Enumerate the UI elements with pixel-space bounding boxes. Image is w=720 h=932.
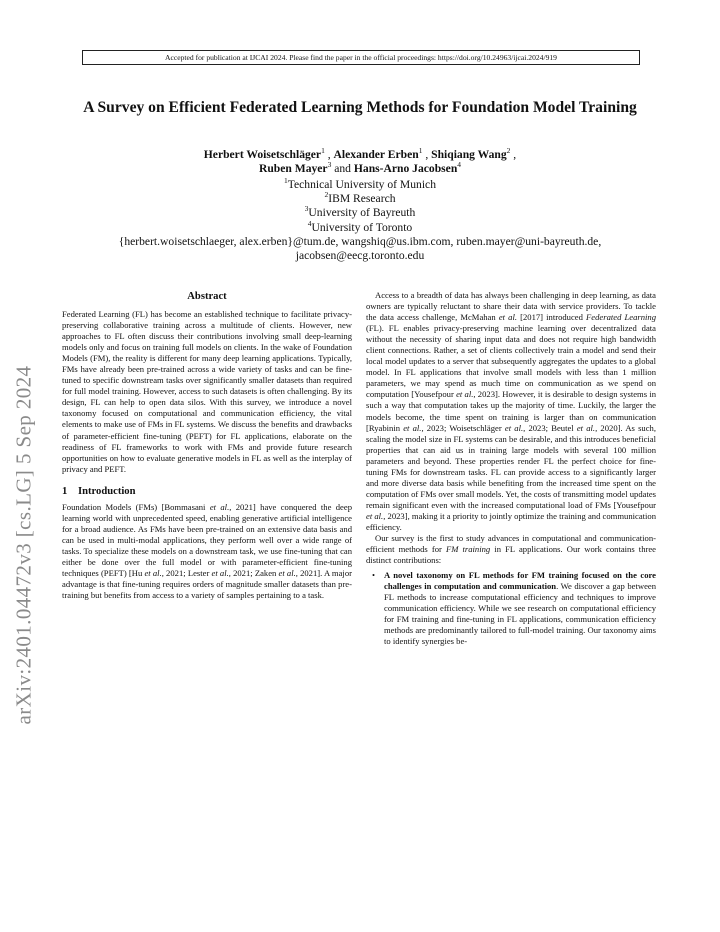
intro-paragraph-2: Access to a breadth of data has always been challenging in deep learning, as data owners are typically reluctant to share their data with service providers. To tackle the data access challenge, McMahan et al. [2017] introduced Federated Learning (FL). FL enables privacy-preserving machine learning over decentralized data without the necessity of sharing input data and does not require high bandwidth client connections. Rather, a set of clients collectively train a model and send their local model updates to a server that subsequently aggregates the updates to a global model. In FL applications that involve small models with less than 1 million parameters, we may spend as much time on communication as we spend on computation [Yousefpour et al., 2023]. However, it is desirable to design systems in such a way that computation takes up the majority of time. Luckily, the larger the models become, the time spent on training is larger than on communication [Ryabinin et al., 2023; Woisetschläger et al., 2023; Beutel et al., 2020]. As such, scaling the model size in FL systems can be desirable, and this introduces beneficial properties that can aid us in training large models with several 100 million parameters and beyond. These properties render FL the perfect choice for fine-tuning FMs for downstream tasks. FL can provide access to a significantly larger and more diverse data basis while benefiting from the increased time spent on the computation of FMs over small models. Yet, the costs of transmitting model updates remain significant even with the increased computational load of FMs [Yousefpour et al., 2023], making it a priority to jointly optimize the training and communication efficiency.	[366, 290, 657, 532]
paper-title: A Survey on Efficient Federated Learning Methods for Foundation Model Training	[83, 99, 637, 116]
emphasis: Federated Learning	[586, 312, 657, 323]
emphasis: et al.	[403, 422, 422, 433]
abstract-body: Federated Learning (FL) has become an established technique to facilitate privacy-preserving collaborative training across a multitude of clients. However, new approaches to FL often discuss their contributions involving small deep-learning models only and focus on training full models on clients. In the wake of Foundation Models (FM), the reality is different for many deep learning applications. Typically, FMs have already been pre-trained across a wide variety of tasks and can be fine-tuned to specific downstream tasks over significantly smaller datasets than required for full model training. However, access to such datasets is often challenging. By its design, FL can help to open data silos. With this survey, we introduce a novel taxonomy focused on computational and communication efficiency, the vital elements to make use of FMs in FL systems. We discuss the benefits and drawbacks of parameter-efficient fine-tuning (PEFT) for FL applications, elaborate on the readiness of FL frameworks to work with FMs and provide future research opportunities on how to evaluate generative models in FL as well as the interplay of privacy and PEFT.	[62, 309, 352, 474]
intro-paragraph-3: Our survey is the first to study advances in computational and communication-efficient methods for FM training in FL applications. Our work contains three distinct contributions:	[366, 533, 656, 566]
emphasis: et al.	[209, 501, 230, 512]
arxiv-identifier: arXiv:2401.04472v3 [cs.LG] 5 Sep 2024	[11, 365, 36, 725]
affiliation-name: IBM Research	[328, 192, 396, 206]
affiliation-mark: 2	[324, 190, 329, 200]
publication-notice: Accepted for publication at IJCAI 2024. Please find the paper in the official proceedings: https://doi.org/10.24963/ijcai.2024/919	[82, 50, 640, 65]
author-list	[60, 148, 660, 176]
emphasis: et al.	[504, 422, 524, 433]
emphasis: FM training	[445, 544, 491, 555]
author-affiliation-mark: 1	[321, 146, 325, 156]
emphasis: et al.	[211, 567, 229, 578]
author-affiliation-mark: 4	[457, 160, 462, 170]
author-separator: ,	[324, 148, 334, 161]
affiliation	[60, 206, 660, 220]
affiliation-name: University of Toronto	[311, 220, 413, 234]
emphasis: et al.	[498, 312, 517, 323]
affiliation-mark: 4	[307, 218, 312, 228]
bullet-marker: •	[372, 570, 376, 581]
author-affiliation-mark: 1	[418, 146, 423, 156]
author-affiliation-mark: 3	[327, 160, 332, 170]
affiliation	[60, 192, 660, 206]
author-line-1	[60, 148, 660, 162]
emphasis: et al.	[144, 567, 162, 578]
affiliation	[60, 178, 660, 192]
emphasis: et al.	[456, 389, 474, 400]
contribution-text: . We discover a gap between FL methods to increase computational efficiency and techniques to improve communication efficiency. While we see research on computational efficiency for FM training and fine-tuning in FL applications, communication efficiency methods are predominantly tailored to full-model training. Our taxonomy aims to identify synergies be-	[384, 581, 656, 647]
section-number: 1	[62, 485, 68, 497]
author-name: Herbert Woisetschläger	[203, 148, 322, 161]
section-heading-introduction	[62, 485, 352, 498]
right-column	[366, 290, 656, 648]
author-affiliation-mark: 2	[506, 146, 511, 156]
left-column	[62, 290, 352, 601]
affiliation-name: Technical University of Munich	[287, 178, 436, 191]
affiliation-mark: 1	[283, 176, 288, 186]
intro-paragraph-1: Foundation Models (FMs) [Bommasani et al., 2021] have conquered the deep learning world with unprecedented speed, enabling generative artificial intelligence for a broad audience. As FMs have been pre-trained on an extensive data basis and can be used in multi-modal applications, they perform well over a wide range of tasks. To specialize these models on a downstream task, we use fine-tuning that can either be done over the full model or with parameter-efficient fine-tuning techniques (PEFT) [Hu et al., 2021; Lester et al., 2021; Zaken et al., 2021]. A major advantage is that fine-tuning requires orders of magnitude smaller datasets than pre-training but benefits from access to a variety of samples pertaining to a task.	[62, 501, 352, 601]
author-conjunction: and	[331, 162, 354, 175]
section-title: Introduction	[78, 485, 136, 497]
author-name: Ruben Mayer	[258, 162, 328, 175]
author-line-2	[60, 162, 660, 176]
emphasis: et al.	[278, 567, 296, 578]
author-emails: jacobsen@eecg.toronto.edu	[295, 249, 425, 263]
author-name: Hans-Arno Jacobsen	[353, 162, 458, 175]
emphasis: et al.	[576, 422, 596, 433]
author-name: Shiqiang Wang	[431, 148, 507, 161]
affiliation-name: University of Bayreuth	[308, 206, 416, 220]
author-separator: ,	[510, 148, 517, 161]
affiliation-mark: 3	[304, 204, 309, 214]
contribution-highlight: A novel taxonomy on FL methods for FM training focused on the core challenges in computation and communication	[384, 570, 656, 592]
affiliation	[60, 218, 660, 235]
emphasis: et al.	[366, 510, 384, 521]
author-emails: {herbert.woisetschlaeger, alex.erben}@tum.de, wangshiq@us.ibm.com, ruben.mayer@uni-bayreuth.de,	[118, 234, 602, 248]
affiliation-list	[60, 178, 660, 263]
abstract-heading: Abstract	[187, 291, 227, 302]
contribution-list-item	[366, 570, 656, 647]
author-separator: ,	[422, 148, 432, 161]
author-name: Alexander Erben	[333, 148, 419, 161]
